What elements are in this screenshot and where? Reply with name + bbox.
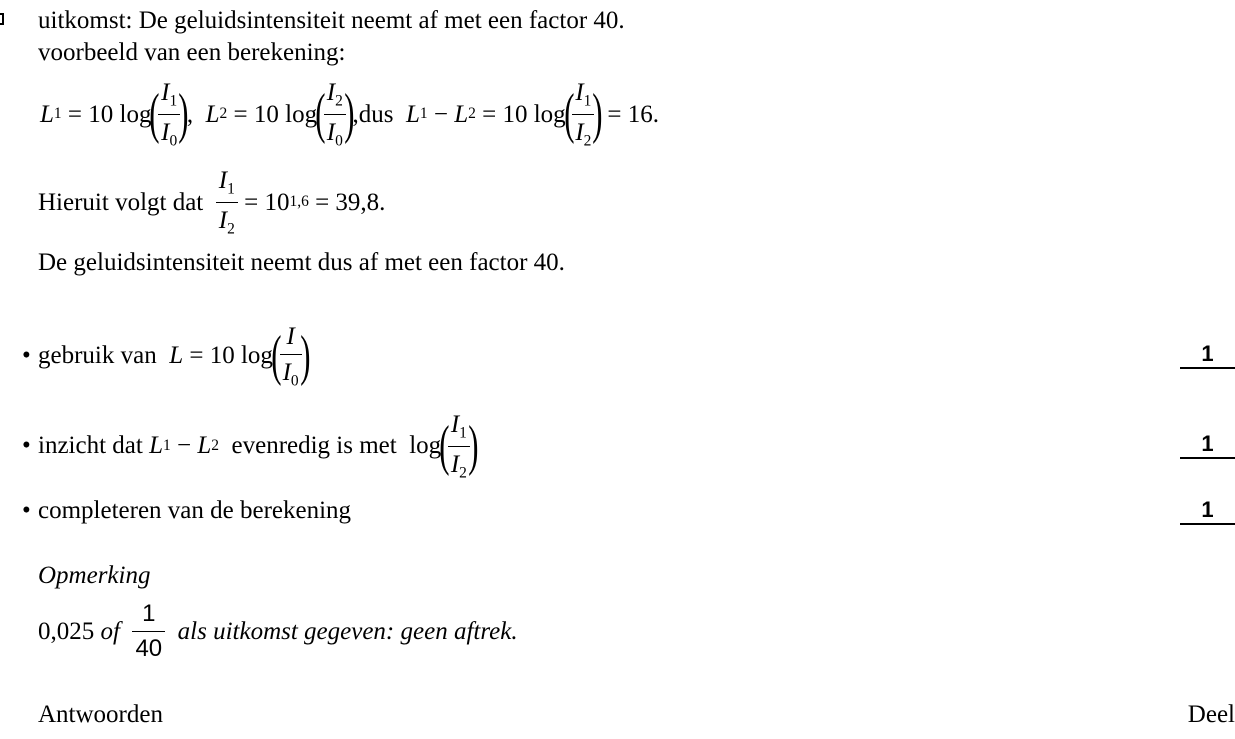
checkbox-icon: [0, 13, 4, 25]
criterion-2: • inzicht dat L 1 − L 2 evenredig is met log ( $\frac{I_1}{I_2}$ ): [22, 410, 479, 481]
criterion-1: • gebruik van L = 10 log ( $\frac{I}{I_0}$ ): [22, 322, 311, 389]
hieruit-line: Hieruit volgt dat $\frac{I_1}{I_2}$ = 10 1,6 = 39,8.: [38, 166, 386, 237]
conclusie-line: De geluidsintensiteit neemt dus af met een factor 40.: [38, 249, 565, 276]
footer-left: Antwoorden: [38, 701, 163, 728]
equation-main: L 1 = 10 log ( $\frac{I_1}{I_0}$ ) , L 2 = 10 log ( $\frac{I_2}{I_0}$ ) ,dus L 1 − L 2 = 10 log ( $\frac{I_1}{I_2}$ ) = 16.: [40, 78, 659, 149]
uitkomst-line: uitkomst: De geluidsintensiteit neemt af met een factor 40.: [38, 7, 625, 34]
criterion-3: • completeren van de berekening: [22, 497, 352, 524]
opmerking-heading: Opmerking: [38, 562, 151, 589]
footer-right: Deel: [1187, 701, 1235, 728]
criterion-2-points: 1: [1180, 433, 1235, 459]
criterion-3-points: 1: [1180, 499, 1235, 525]
criterion-1-points: 1: [1180, 343, 1235, 369]
voorbeeld-line: voorbeeld van een berekening:: [38, 39, 346, 66]
opmerking-text: 0,025 of $\frac{1}{40}$ als uitkomst gegeven: geen aftrek.: [38, 599, 518, 662]
